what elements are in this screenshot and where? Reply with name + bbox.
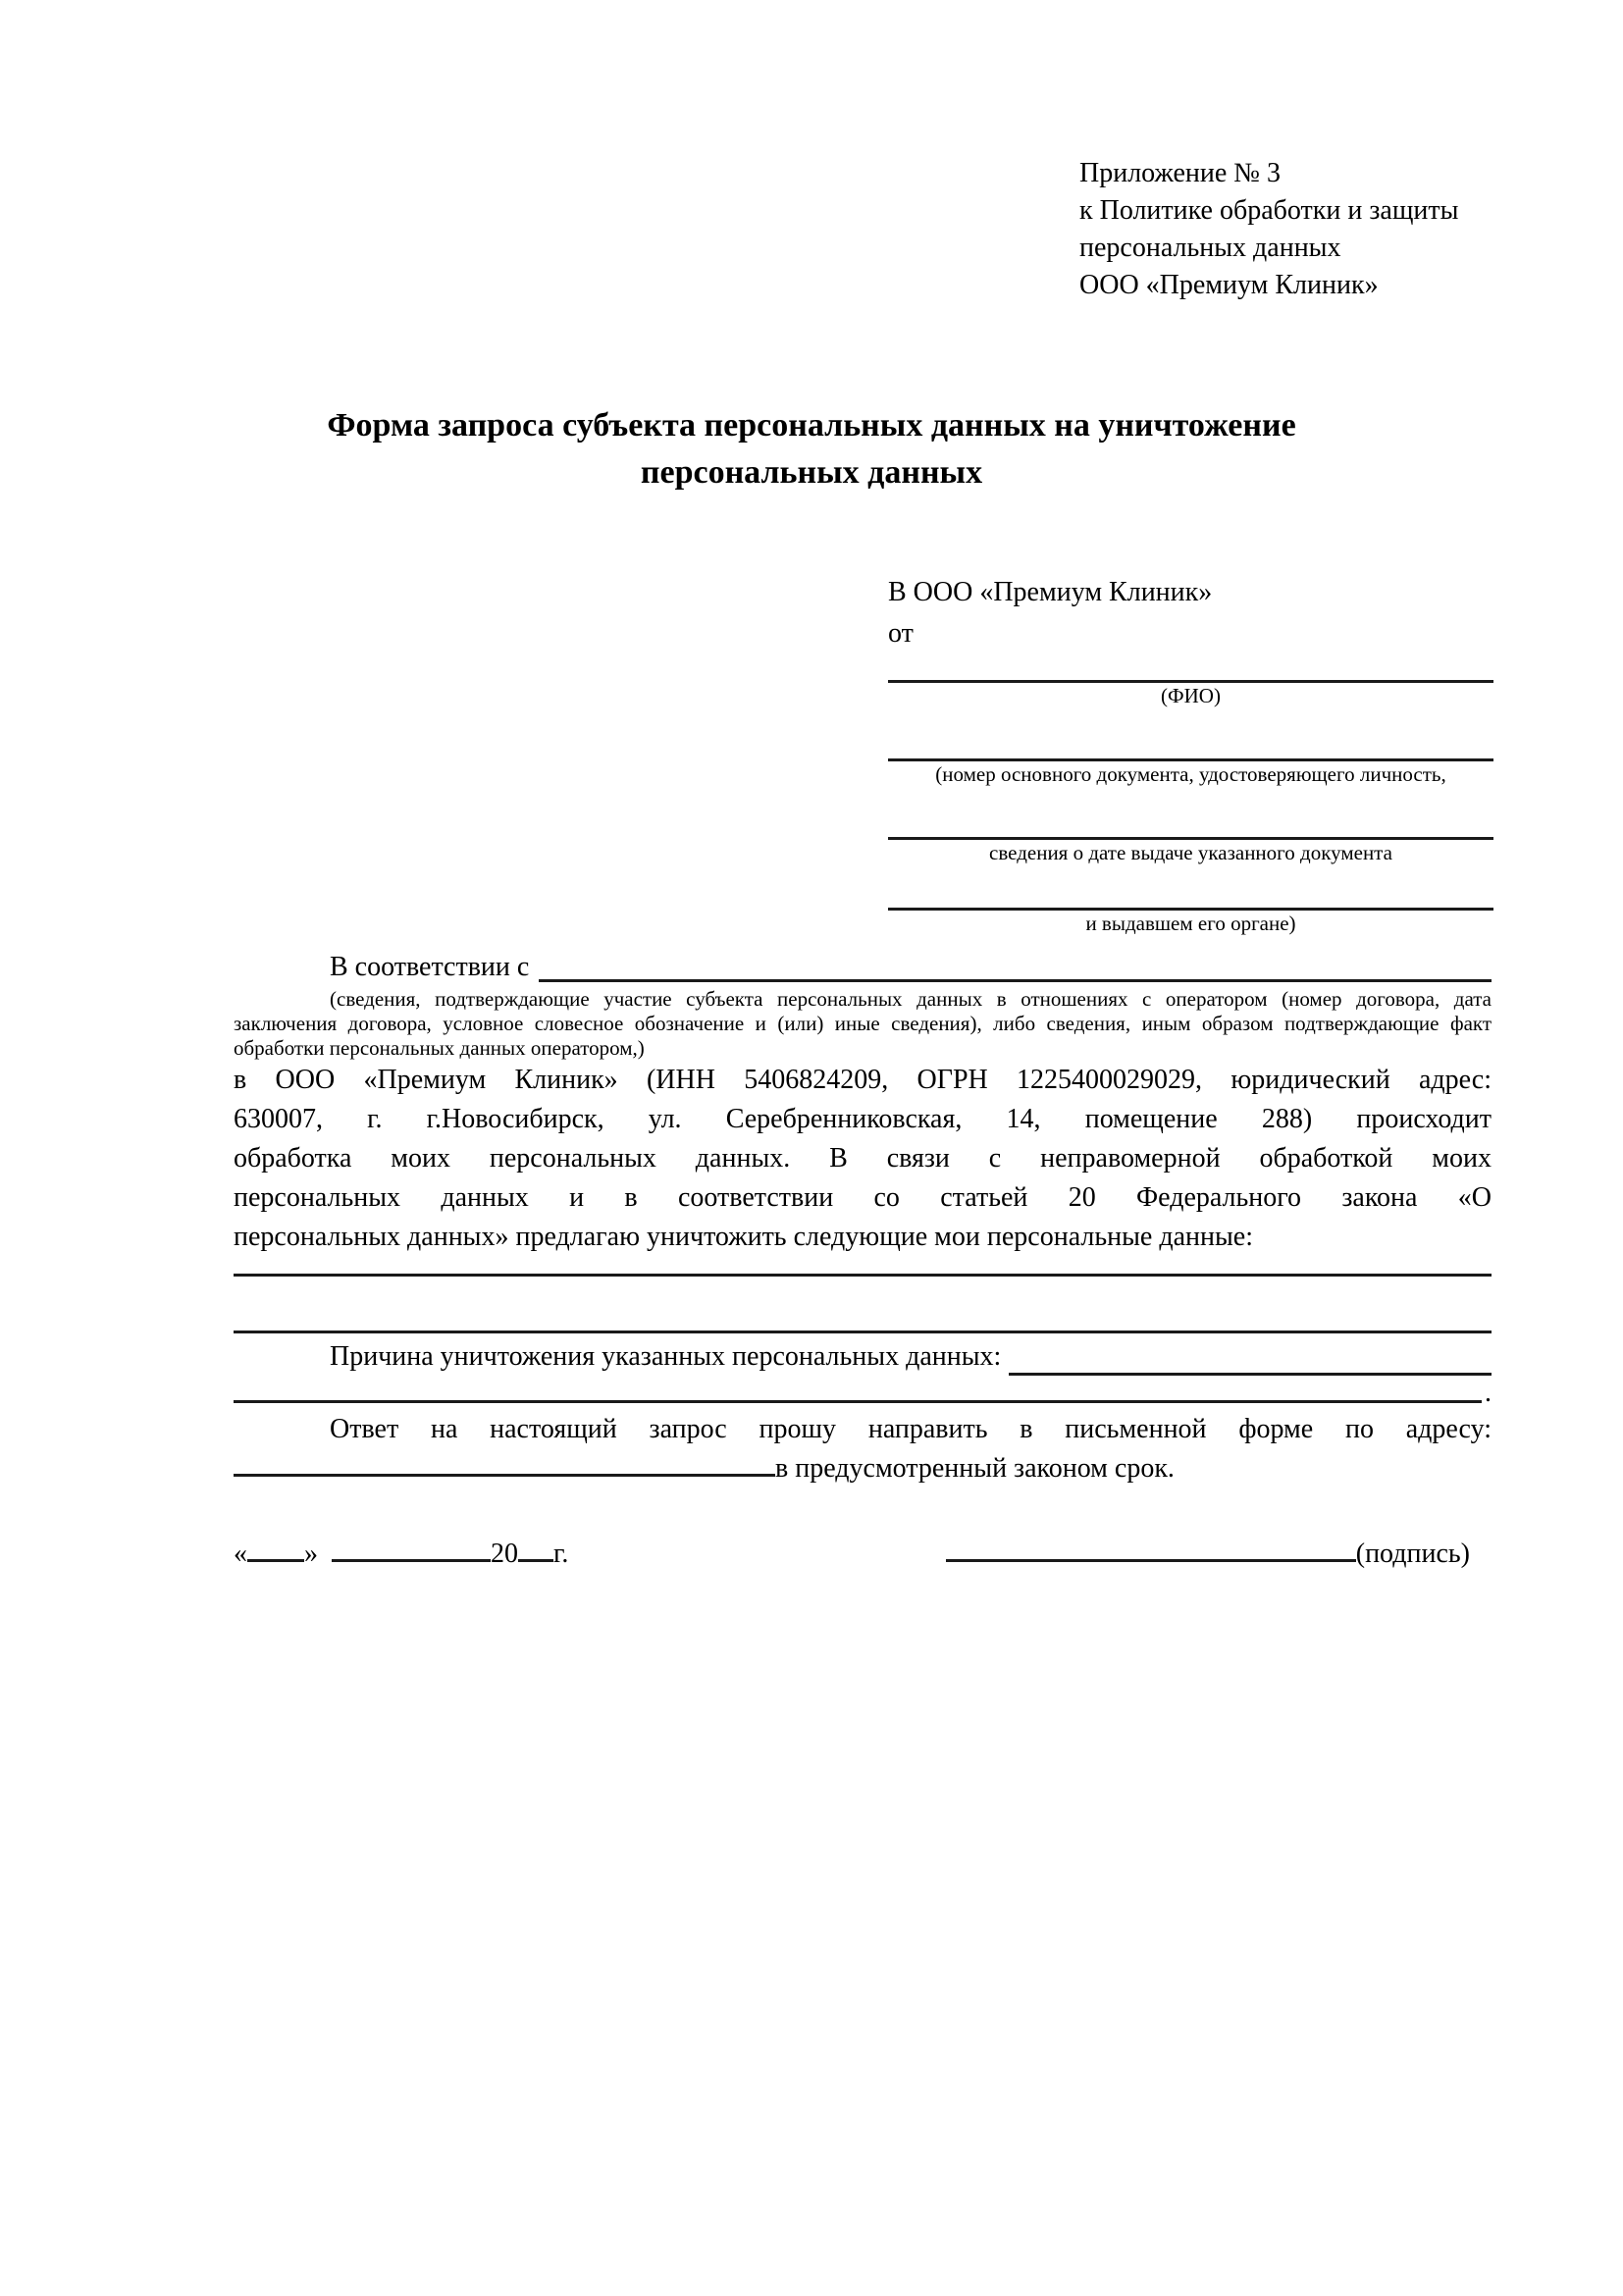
reply-sentence: Ответ на настоящий запрос прошу направить в письменной форме по адресу:: [330, 1414, 1492, 1444]
date-close-quote: »: [304, 1539, 318, 1569]
main-paragraph-line: 630007, г. г.Новосибирск, ул. Серебренниковская, 14, помещение 288) происходит: [234, 1104, 1492, 1134]
accordance-fill-line[interactable]: [539, 948, 1492, 982]
document-title-line: Форма запроса субъекта персональных данных на уничтожение: [327, 407, 1296, 444]
reason-label: Причина уничтожения указанных персональных данных:: [330, 1341, 1002, 1372]
addressee-from-label: от: [888, 618, 914, 649]
issue-date-field: [888, 788, 1493, 866]
date-open-quote: «: [234, 1539, 247, 1569]
accordance-row: [234, 948, 1492, 987]
reason-row: [234, 1333, 1492, 1381]
reply-address-line[interactable]: [234, 1452, 775, 1477]
appendix-line: ООО «Премиум Клиник»: [1079, 270, 1379, 300]
document-title: [0, 402, 1623, 496]
issuing-authority-field: [888, 866, 1493, 937]
year-prefix: 20: [491, 1539, 518, 1569]
fio-field-caption: (ФИО): [1161, 684, 1221, 707]
issuing-authority-field-caption: и выдавшем его органе): [1085, 912, 1296, 935]
date-month-line[interactable]: [332, 1538, 491, 1562]
main-paragraph: [234, 1061, 1492, 1257]
addressee-to: В ООО «Премиум Клиник»: [888, 577, 1213, 607]
appendix-block: [1079, 155, 1458, 304]
data-to-destroy-line-1[interactable]: [234, 1257, 1492, 1277]
date-year-line[interactable]: [518, 1538, 553, 1562]
main-paragraph-line: персональных данных» предлагаю уничтожить следующие мои персональные данные:: [234, 1222, 1253, 1252]
appendix-line: Приложение № 3: [1079, 158, 1281, 188]
year-suffix: г.: [553, 1539, 569, 1569]
appendix-line: к Политике обработки и защиты: [1079, 195, 1459, 226]
issue-date-field-caption: сведения о дате выдаче указанного документа: [989, 841, 1392, 864]
id-document-field: [888, 709, 1493, 788]
accordance-label: В соответствии с: [330, 952, 530, 982]
accordance-note: [234, 987, 1492, 1061]
signature-field: [946, 1538, 1470, 1570]
reply-tail: в предусмотренный законом срок.: [775, 1453, 1175, 1484]
reply-address-row: [234, 1449, 1492, 1488]
reply-paragraph: [234, 1410, 1492, 1488]
date-day-line[interactable]: [247, 1538, 304, 1562]
id-document-field-caption: (номер основного документа, удостоверяющего личность,: [935, 762, 1446, 786]
main-paragraph-line: в ООО «Премиум Клиник» (ИНН 5406824209, ОГРН 1225400029029, юридический адрес:: [234, 1065, 1492, 1095]
reason-fill-line[interactable]: [1009, 1333, 1492, 1376]
main-paragraph-line: обработка моих персональных данных. В связи с неправомерной обработкой моих: [234, 1143, 1492, 1174]
accordance-note-line: заключения договора, условное словесное обозначение и (или) иные сведения), либо сведения, иным образом подтверждающие факт: [234, 1012, 1492, 1035]
date-field: [234, 1538, 568, 1570]
continuation-terminator: .: [1485, 1378, 1492, 1408]
accordance-note-line: (сведения, подтверждающие участие субъекта персональных данных в отношениях с оператором (номер договора, дата: [330, 987, 1492, 1011]
footer-row: [234, 1538, 1492, 1570]
signature-line[interactable]: [946, 1538, 1356, 1562]
document-title-line: персональных данных: [640, 454, 983, 491]
appendix-line: персональных данных: [1079, 233, 1341, 263]
document-body: [234, 948, 1492, 1570]
signature-caption: (подпись): [1355, 1539, 1470, 1569]
reason-continuation-row: [234, 1378, 1492, 1408]
accordance-note-line: обработки персональных данных оператором,): [234, 1036, 645, 1060]
reason-continuation-line[interactable]: [234, 1400, 1482, 1403]
addressee-block: [888, 572, 1493, 937]
fio-field: [888, 654, 1493, 709]
data-to-destroy-line-2[interactable]: [234, 1277, 1492, 1333]
main-paragraph-line: персональных данных и в соответствии со статьей 20 Федерального закона «О: [234, 1182, 1492, 1213]
